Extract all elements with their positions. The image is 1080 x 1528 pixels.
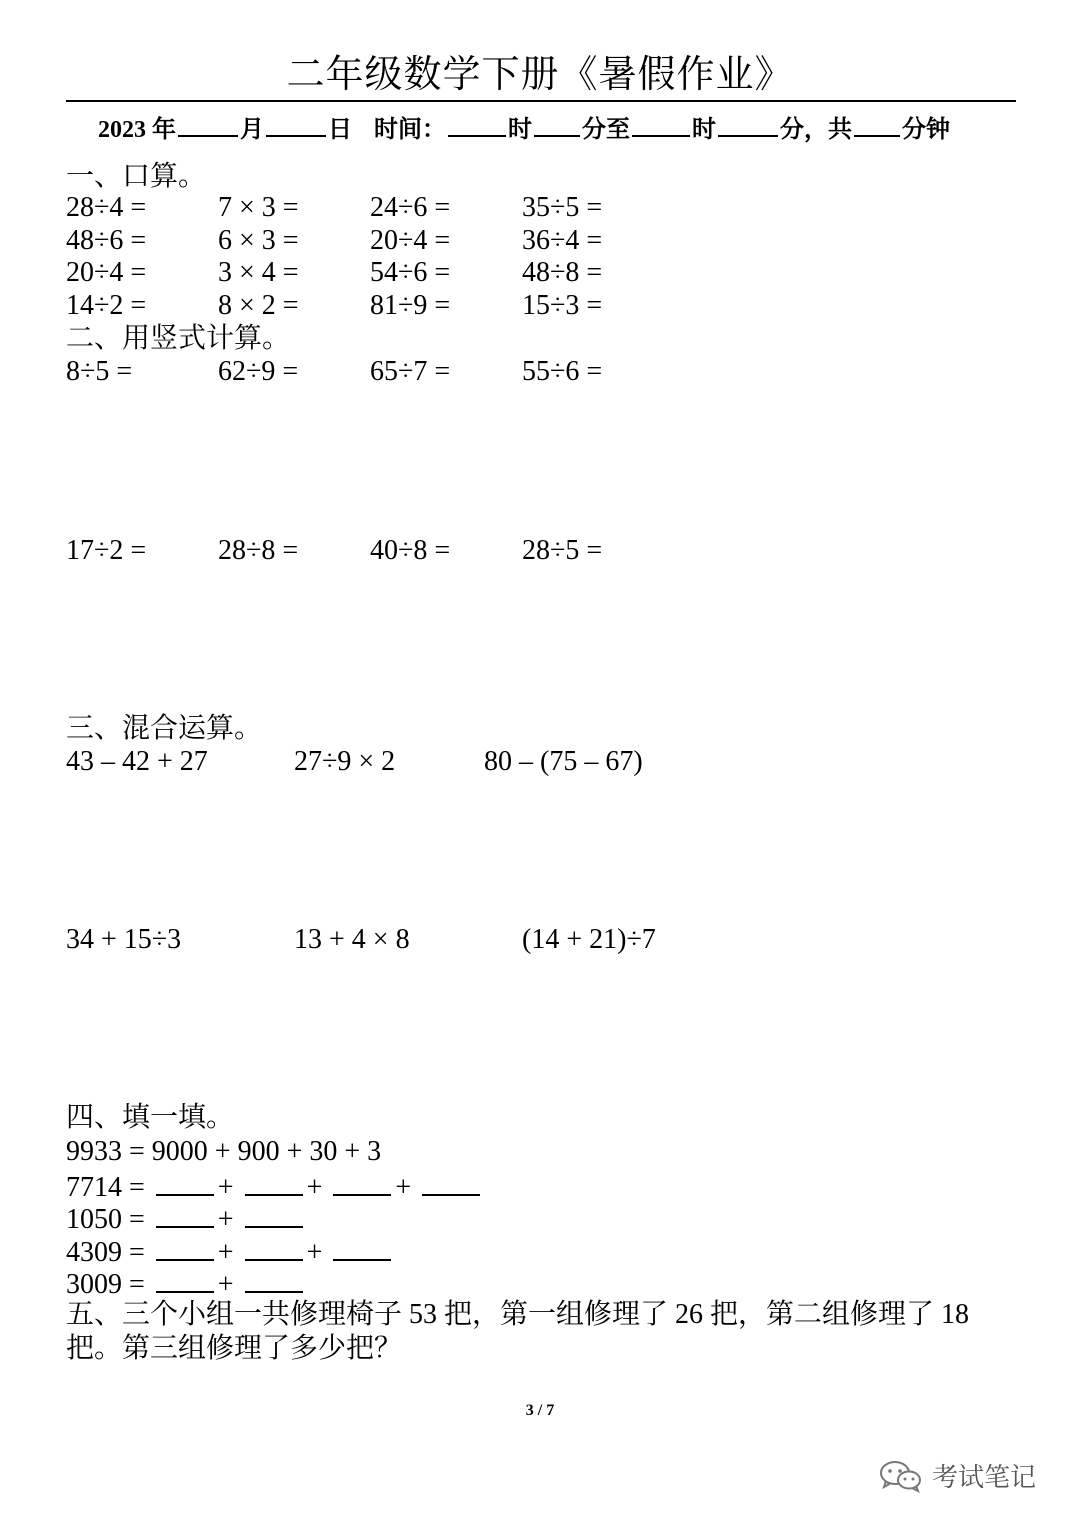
plus-sign: + (306, 1172, 323, 1203)
answer-blank[interactable] (333, 1168, 391, 1196)
problem: 54÷6 = (370, 257, 451, 288)
month-blank (178, 113, 238, 137)
problem: 8÷5 = (66, 356, 133, 387)
start-minute-blank (534, 113, 580, 137)
problem: 20÷4 = (370, 225, 451, 256)
end-minute-blank (718, 113, 778, 137)
fill-in-line (66, 1265, 307, 1302)
answer-blank[interactable] (333, 1233, 391, 1261)
problem: 55÷6 = (522, 356, 603, 387)
answer-blank[interactable] (156, 1233, 214, 1261)
time-label: 时间： (374, 117, 446, 143)
section-heading-vertical-calc: 二、用竖式计算。 (66, 323, 291, 354)
fill-in-number: 1050 = (66, 1204, 145, 1235)
problem: 8 × 2 = (218, 290, 299, 321)
problem: 14÷2 = (66, 290, 147, 321)
hour-label-1: 时 (508, 117, 532, 143)
hour-label-2: 时 (692, 117, 716, 143)
minute-to-label: 分至 (582, 117, 630, 143)
problem: 36÷4 = (522, 225, 603, 256)
problem: 80 – (75 – 67) (484, 746, 643, 777)
problem: 65÷7 = (370, 356, 451, 387)
problem: 17÷2 = (66, 535, 147, 566)
watermark-text: 考试笔记 (932, 1463, 1037, 1493)
fill-in-number: 3009 = (66, 1269, 145, 1300)
problem: 28÷4 = (66, 192, 147, 223)
problem: 20÷4 = (66, 257, 147, 288)
answer-blank[interactable] (245, 1200, 303, 1228)
watermark (878, 1458, 1036, 1498)
date-time-line (98, 113, 950, 147)
plus-sign: + (217, 1269, 234, 1300)
problem: 34 + 15÷3 (66, 924, 182, 955)
word-problem: 五、三个小组一共修理椅子 53 把，第一组修理了 26 把，第二组修理了 18 把。第三组修理了多少把？ (66, 1299, 970, 1364)
day-label: 日 (328, 117, 352, 143)
problem: 62÷9 = (218, 356, 299, 387)
problem: 28÷8 = (218, 535, 299, 566)
problem: 43 – 42 + 27 (66, 746, 208, 777)
section-heading-fill-in: 四、填一填。 (66, 1102, 235, 1133)
end-hour-blank (632, 113, 690, 137)
problem: 48÷8 = (522, 257, 603, 288)
section-heading-oral-calc: 一、口算。 (66, 161, 207, 192)
fill-in-number: 4309 = (66, 1237, 145, 1268)
plus-sign: + (217, 1172, 234, 1203)
answer-blank[interactable] (245, 1168, 303, 1196)
fill-in-number: 7714 = (66, 1172, 145, 1203)
answer-blank[interactable] (245, 1233, 303, 1261)
problem: 6 × 3 = (218, 225, 299, 256)
problem: (14 + 21)÷7 (522, 924, 656, 955)
page-number: 3 / 7 (525, 1402, 555, 1419)
fill-in-example: 9933 = 9000 + 900 + 30 + 3 (66, 1136, 382, 1167)
answer-blank[interactable] (156, 1200, 214, 1228)
year-label: 2023 年 (98, 117, 176, 143)
plus-sign: + (306, 1237, 323, 1268)
plus-sign: + (217, 1204, 234, 1235)
plus-sign: + (217, 1237, 234, 1268)
wechat-icon (878, 1459, 924, 1498)
minute-total-label: 分，共 (780, 117, 852, 143)
day-blank (266, 113, 326, 137)
answer-blank[interactable] (245, 1265, 303, 1293)
fill-in-line (66, 1200, 307, 1237)
problem: 15÷3 = (522, 290, 603, 321)
title-divider (66, 100, 1016, 102)
page-title: 二年级数学下册《暑假作业》 (286, 54, 794, 96)
problem: 24÷6 = (370, 192, 451, 223)
problem: 48÷6 = (66, 225, 147, 256)
section-heading-mixed-ops: 三、混合运算。 (66, 713, 263, 744)
minutes-label: 分钟 (902, 117, 950, 143)
answer-blank[interactable] (156, 1265, 214, 1293)
problem: 3 × 4 = (218, 257, 299, 288)
problem: 81÷9 = (370, 290, 451, 321)
answer-blank[interactable] (156, 1168, 214, 1196)
problem: 28÷5 = (522, 535, 603, 566)
answer-blank[interactable] (422, 1168, 480, 1196)
start-hour-blank (448, 113, 506, 137)
total-minutes-blank (854, 113, 900, 137)
plus-sign: + (395, 1172, 412, 1203)
problem: 13 + 4 × 8 (294, 924, 410, 955)
month-label: 月 (240, 117, 264, 143)
problem: 27÷9 × 2 (294, 746, 396, 777)
problem: 7 × 3 = (218, 192, 299, 223)
problem: 40÷8 = (370, 535, 451, 566)
problem: 35÷5 = (522, 192, 603, 223)
